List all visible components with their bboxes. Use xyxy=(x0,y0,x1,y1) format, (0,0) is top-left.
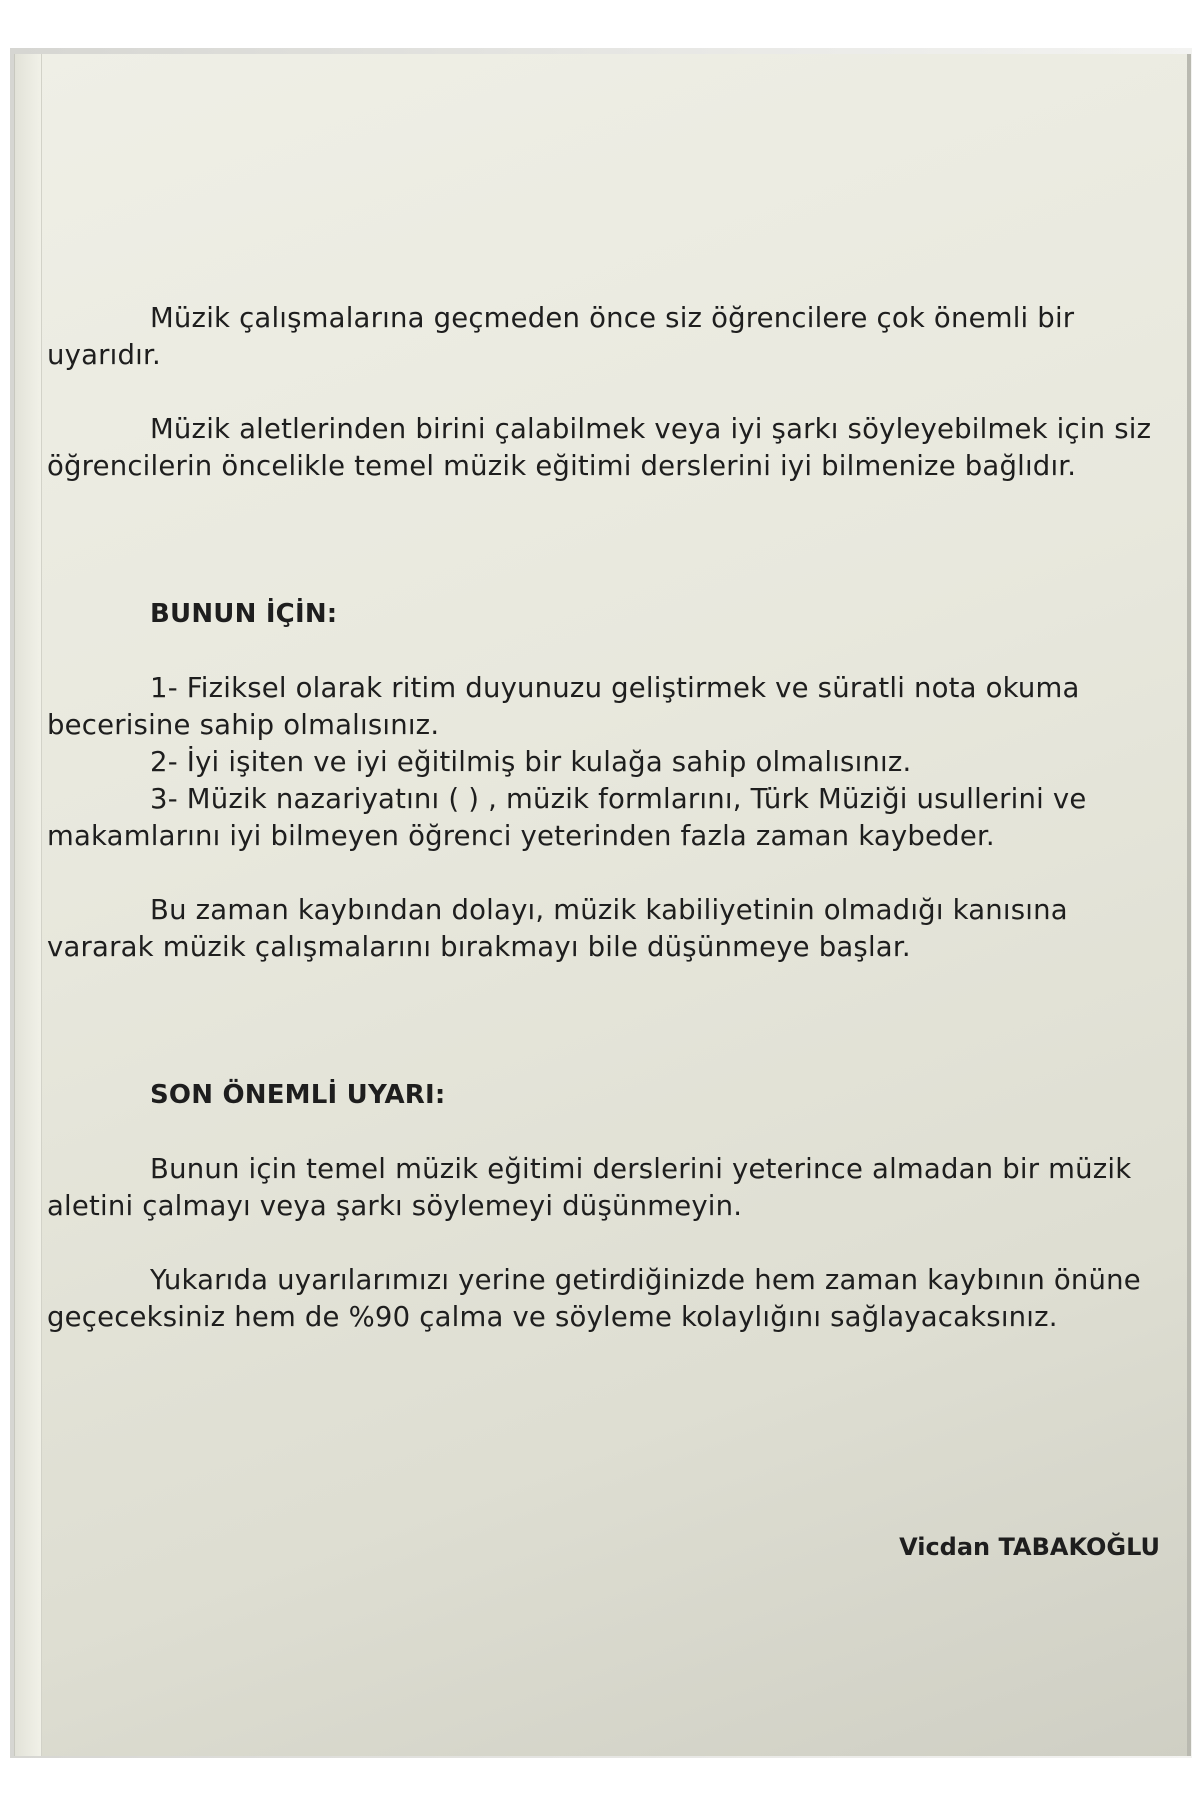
list-item-1: 1- Fiziksel olarak ritim duyunuzu geliştirmek ve süratli nota okuma becerisine sahip olmalısınız. xyxy=(47,672,1080,741)
section2-paragraph-1: Bunun için temel müzik eğitimi derslerini yeterince almadan bir müzik aletini çalmayı veya şarkı söylemeyi düşünmeyin. xyxy=(47,1153,1132,1222)
spacer xyxy=(47,966,1157,1077)
spacer xyxy=(47,374,1157,411)
spacer xyxy=(47,485,1157,596)
intro-paragraph-2: Müzik aletlerinden birini çalabilmek veya iyi şarkı söyleyebilmek için siz öğrencilerin öncelikle temel müzik eğitimi derslerini iyi bilmenize bağlıdır. xyxy=(47,413,1152,482)
intro-paragraph-1: Müzik çalışmalarına geçmeden önce siz öğrencilere çok önemli bir uyarıdır. xyxy=(47,302,1075,371)
section-heading-son-onemli-uyari: SON ÖNEMLİ UYARI: xyxy=(150,1080,446,1110)
spacer xyxy=(47,1225,1157,1262)
section1-note: Bu zaman kaybından dolayı, müzik kabiliyetinin olmadığı kanısına vararak müzik çalışmalarını bırakmayı bile düşünmeye başlar. xyxy=(47,894,1068,963)
list-item-3: 3- Müzik nazariyatını ( ) , müzik formlarını, Türk Müziği usullerini ve makamlarını iyi bilmeyen öğrenci yeterinden fazla zaman kaybeder. xyxy=(47,783,1087,852)
author-signature: Vicdan TABAKOĞLU xyxy=(899,1533,1160,1561)
section2-paragraph-2: Yukarıda uyarılarımızı yerine getirdiğinizde hem zaman kaybının önüne geçeceksiniz hem de %90 çalma ve söyleme kolaylığını sağlayacaksınız. xyxy=(47,1264,1141,1333)
page-right-edge xyxy=(1187,54,1191,1756)
spacer xyxy=(47,855,1157,892)
page-binding-edge xyxy=(15,54,42,1756)
spacer xyxy=(47,633,1157,670)
list-item-2: 2- İyi işiten ve iyi eğitilmiş bir kulağa sahip olmalısınız. xyxy=(150,746,912,778)
document-body xyxy=(47,300,1157,1336)
section-heading-bunun-icin: BUNUN İÇİN: xyxy=(150,599,338,629)
spacer xyxy=(47,1114,1157,1151)
